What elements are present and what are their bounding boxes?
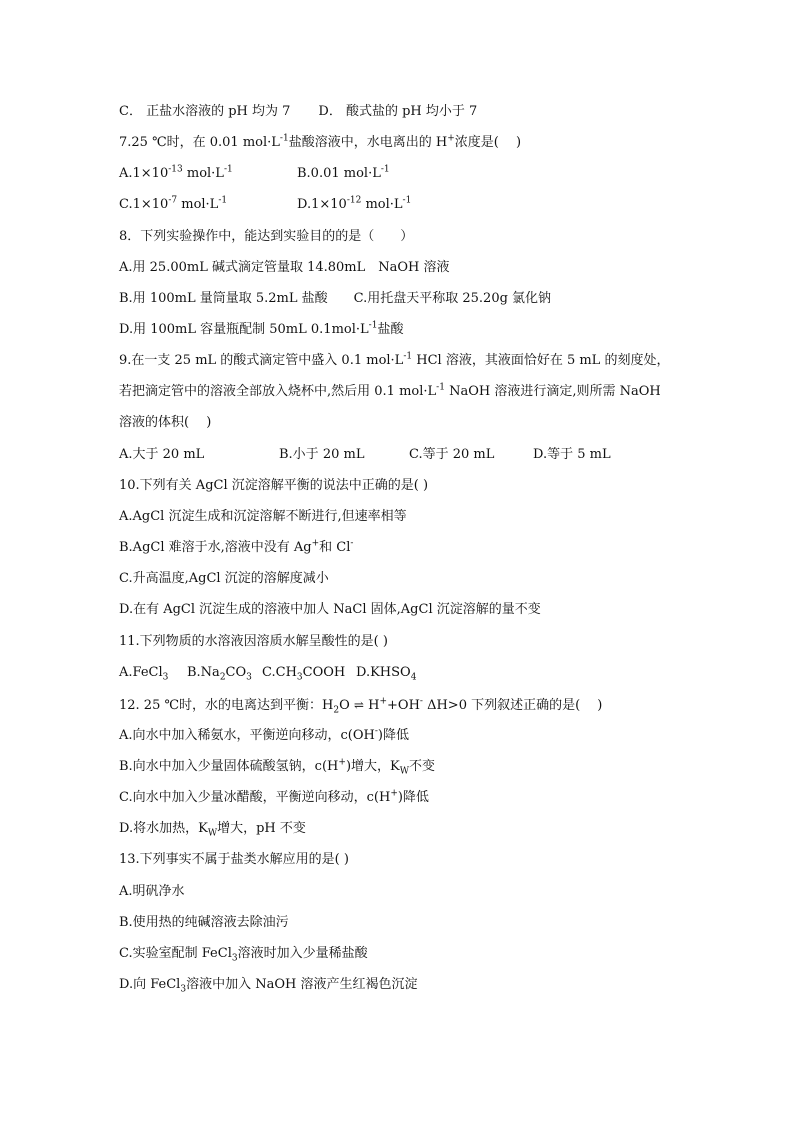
q8-stem: 8．下列实验操作中，能达到实验目的的是（ ） [119, 229, 414, 244]
q11-option-c: $C.CH_3COOH$ [262, 665, 346, 683]
q9-stem-line3: 溶液的体积( ) [119, 415, 212, 430]
q11-option-d: $D.KHSO_4$ [356, 665, 417, 683]
q7-option-c: $C.1\times 10^{-7}$ $mol\cdot L^{-1}$ [119, 195, 228, 212]
q10-option-d: D.在有 AgCl 沉淀生成的溶液中加人 NaCl 固体,AgCl 沉淀溶解的量不变 [119, 602, 541, 617]
q13-option-c: C.实验室配制 FeCl$_3$溶液时加入少量稀盐酸 [119, 946, 368, 964]
q6-option-c: C． 正盐水溶液的 pH 均为 7 [119, 104, 291, 119]
q11-stem: 11.下列物质的水溶液因溶质水解呈酸性的是( ) [119, 634, 388, 649]
equilibrium-arrow-icon: ⇌ [353, 698, 364, 712]
q7-option-b: B.0.01 $mol\cdot L^{-1}$ [297, 164, 390, 181]
q12-option-a: A.向水中加入稀氨水，平衡逆向移动，c(OH-)降低 [119, 726, 409, 743]
q9-option-d: D.等于 5 mL [533, 447, 611, 462]
q12-option-b: B.向水中加入少量固体硫酸氢钠，c(H+)增大，$K_W$不变 [119, 757, 436, 777]
q11-option-a: A.FeCl$_3$ [119, 665, 169, 683]
q9-option-b: B.小于 20 mL [279, 447, 365, 462]
q7-option-d: $D.1\times 10^{-12}$ $mol\cdot L^{-1}$ [297, 195, 412, 212]
q12-option-d: D.将水加热，$K_W$增大，pH 不变 [119, 821, 306, 839]
q8-option-a: A.用 25.00mL 碱式滴定管量取 14.80mL NaOH 溶液 [119, 260, 450, 275]
q9-option-a: A.大于 20 mL [119, 447, 205, 462]
q8-option-d: D.用 100mL 容量瓶配制 50mL $0.1mol\cdot L^{-1}$盐酸 [119, 320, 404, 337]
q7-option-a: $A.1\times 10^{-13}$ $mol\cdot L^{-1}$ [119, 164, 233, 181]
q6-options-cd [119, 103, 477, 121]
q7-stem: 7.25 ℃时，在 0.01 $mol\cdot L^{-1}$盐酸溶液中，水电离出的 H+浓度是( ) [119, 133, 522, 150]
q9-option-c: C.等于 20 mL [409, 447, 495, 462]
q12-option-c: C.向水中加入少量冰醋酸，平衡逆向移动，c(H+)降低 [119, 788, 429, 805]
q13-stem: 13.下列事实不属于盐类水解应用的是( ) [119, 852, 349, 867]
q13-option-b: B.使用热的纯碱溶液去除油污 [119, 915, 289, 930]
q13-option-a: A.明矾净水 [119, 884, 185, 899]
q9-stem-line1: 9.在一支 25 mL 的酸式滴定管中盛入 0.1 $mol\cdot L^{-1}$ HCl 溶液，其液面恰好在 5 mL 的刻度处， [119, 351, 670, 368]
q8-option-bc: B.用 100mL 量筒量取 5.2mL 盐酸 C.用托盘天平称取 25.20g 氯化钠 [119, 291, 552, 306]
q10-stem: 10.下列有关 AgCl 沉淀溶解平衡的说法中正确的是( ) [119, 478, 429, 493]
q11-option-b: $B.Na_2CO_3$ [187, 665, 252, 683]
q10-option-a: A.AgCl 沉淀生成和沉淀溶解不断进行,但速率相等 [119, 509, 407, 524]
q12-stem: 12. 25 ℃时，水的电离达到平衡：$H_2O$ ⇌ H++OH- ΔH>0 下列叙述正确的是( ) [119, 696, 603, 716]
q6-option-d: D． 酸式盐的 pH 均小于 7 [318, 104, 478, 119]
q13-option-d: D.向 FeCl$_3$溶液中加入 NaOH 溶液产生红褐色沉淀 [119, 977, 418, 995]
q10-option-b: B.AgCl 难溶于水,溶液中没有 Ag+和 Cl- [119, 538, 354, 555]
q10-option-c: C.升高温度,AgCl 沉淀的溶解度减小 [119, 571, 329, 586]
q9-stem-line2: 若把滴定管中的溶液全部放入烧杯中,然后用 0.1 $mol\cdot L^{-1}$ NaOH 溶液进行滴定,则所需 NaOH [119, 382, 661, 399]
